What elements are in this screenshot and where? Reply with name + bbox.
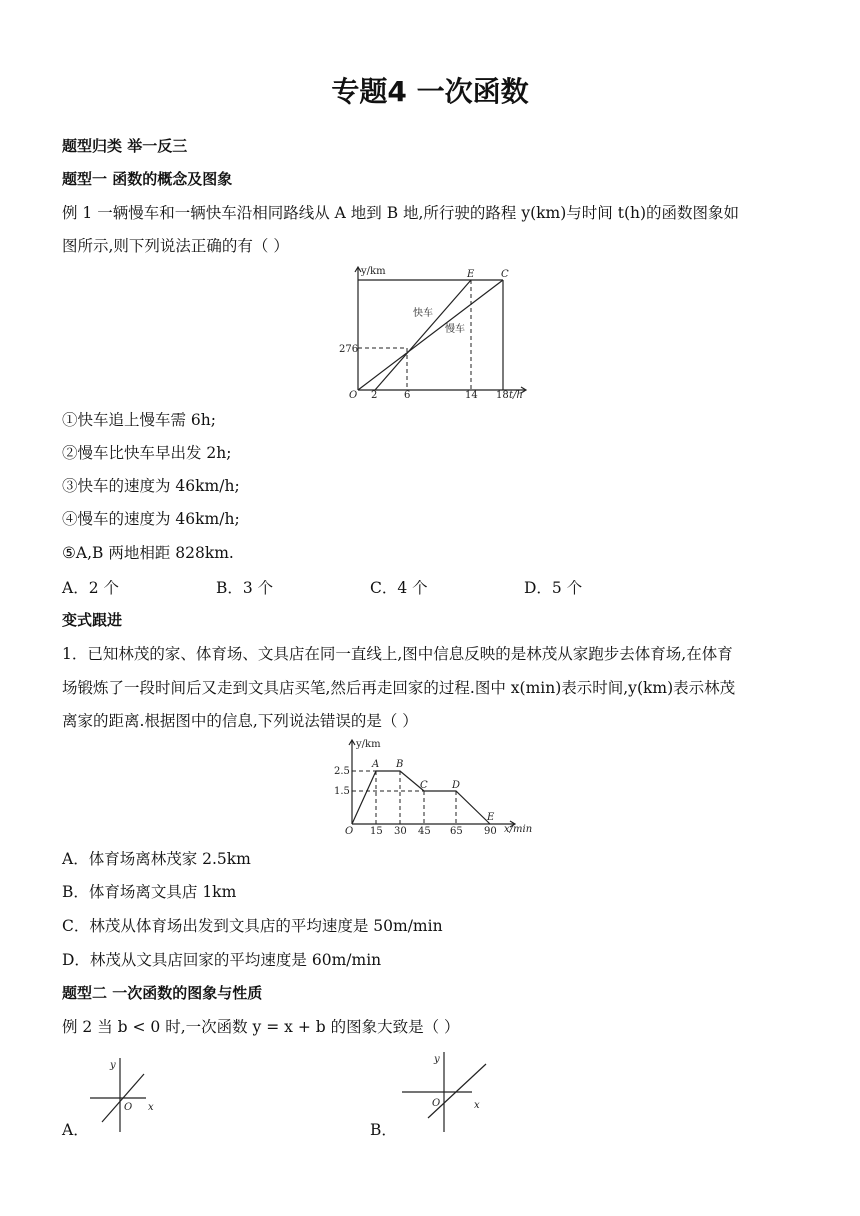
- example1-line2: 图所示,则下列说法正确的有（ ）: [62, 237, 289, 255]
- graph2-tick-45: 45: [418, 826, 431, 837]
- q1-option-d[interactable]: D．林茂从文具店回家的平均速度是 60m/min: [62, 951, 382, 969]
- option-b-y-label: y: [434, 1054, 440, 1065]
- example1-option-c[interactable]: C．4 个: [370, 579, 428, 597]
- example2-option-a[interactable]: A．: [62, 1121, 89, 1139]
- option-b-origin: O: [432, 1098, 441, 1109]
- graph1-tick-2: 2: [371, 390, 378, 400]
- graph2-tick-15: 15: [370, 826, 383, 837]
- graph2-point-c: C: [420, 780, 428, 791]
- example2-line: 例 2 当 b < 0 时,一次函数 y = x + b 的图象大致是（ ）: [62, 1018, 460, 1036]
- slow-car-line: [358, 280, 503, 390]
- graph2-point-d: D: [452, 780, 461, 791]
- section-heading: 题型归类 举一反三: [62, 137, 188, 155]
- example2-option-b[interactable]: B．: [370, 1121, 397, 1139]
- option-a-y-label: y: [110, 1060, 116, 1071]
- example1-option-a[interactable]: A．2 个: [62, 579, 119, 597]
- statement-5: ⑤A,B 两地相距 828km.: [62, 544, 234, 562]
- statement-2: ②慢车比快车早出发 2h;: [62, 444, 232, 462]
- graph1-origin: O: [349, 390, 358, 400]
- graph1-slow-label: 慢车: [445, 324, 465, 335]
- q1-line3: 离家的距离.根据图中的信息,下列说法错误的是（ ）: [62, 712, 418, 730]
- example1-line1: 例 1 一辆慢车和一辆快车沿相同路线从 A 地到 B 地,所行驶的路程 y(km)与时间 t(h)的函数图象如: [62, 204, 740, 222]
- option-b-x-label: x: [474, 1100, 480, 1111]
- type1-heading: 题型一 函数的概念及图象: [62, 170, 233, 188]
- graph1-tick-18: 18: [496, 390, 509, 400]
- option-a-x-label: x: [148, 1102, 154, 1113]
- graph1-tick-276: 276: [339, 344, 359, 355]
- graph1-tick-6: 6: [404, 390, 411, 400]
- graph1-fast-label: 快车: [413, 308, 433, 319]
- graph2-point-e: E: [487, 812, 495, 823]
- statement-1: ①快车追上慢车需 6h;: [62, 411, 216, 429]
- followup-heading: 变式跟进: [62, 611, 123, 629]
- graph1-tick-14: 14: [465, 390, 478, 400]
- graph2-tick-30: 30: [394, 826, 407, 837]
- q1-option-a[interactable]: A．体育场离林茂家 2.5km: [62, 850, 251, 868]
- graph1-y-label: y/km: [361, 266, 386, 277]
- graph1-distance-time: [335, 262, 535, 400]
- type2-heading: 题型二 一次函数的图象与性质: [62, 984, 263, 1002]
- example1-option-b[interactable]: B．3 个: [216, 579, 274, 597]
- fast-car-line: [375, 280, 471, 390]
- graph2-tick-65: 65: [450, 826, 463, 837]
- q1-option-b[interactable]: B．体育场离文具店 1km: [62, 883, 237, 901]
- page-title: 专题4 一次函数: [331, 75, 529, 108]
- graph2-tick-90: 90: [484, 826, 497, 837]
- example1-option-d[interactable]: D．5 个: [524, 579, 583, 597]
- statement-4: ④慢车的速度为 46km/h;: [62, 510, 240, 528]
- q1-line1: 1．已知林茂的家、体育场、文具店在同一直线上,图中信息反映的是林茂从家跑步去体育场,在体育: [62, 645, 733, 663]
- graph2-origin: O: [345, 826, 354, 837]
- graph2-x-label: x/min: [504, 824, 533, 835]
- graph2-y-label: y/km: [356, 739, 381, 750]
- option-a-origin: O: [124, 1102, 133, 1113]
- graph1-point-e: E: [467, 269, 475, 280]
- graph1-x-label: t/h: [509, 390, 523, 400]
- graph2-distance-time: [332, 736, 536, 838]
- option-b-graph: [398, 1046, 494, 1134]
- option-a-graph: [86, 1052, 166, 1134]
- statement-3: ③快车的速度为 46km/h;: [62, 477, 240, 495]
- graph2-point-a: A: [372, 759, 380, 770]
- graph1-point-c: C: [501, 269, 509, 280]
- q1-option-c[interactable]: C．林茂从体育场出发到文具店的平均速度是 50m/min: [62, 917, 443, 935]
- graph2-tick-2-5: 2.5: [334, 766, 350, 777]
- q1-line2: 场锻炼了一段时间后又走到文具店买笔,然后再走回家的过程.图中 x(min)表示时间,y(km)表示林茂: [62, 679, 736, 697]
- graph2-tick-1-5: 1.5: [334, 786, 350, 797]
- walk-path-line: [352, 771, 490, 824]
- graph2-point-b: B: [396, 759, 404, 770]
